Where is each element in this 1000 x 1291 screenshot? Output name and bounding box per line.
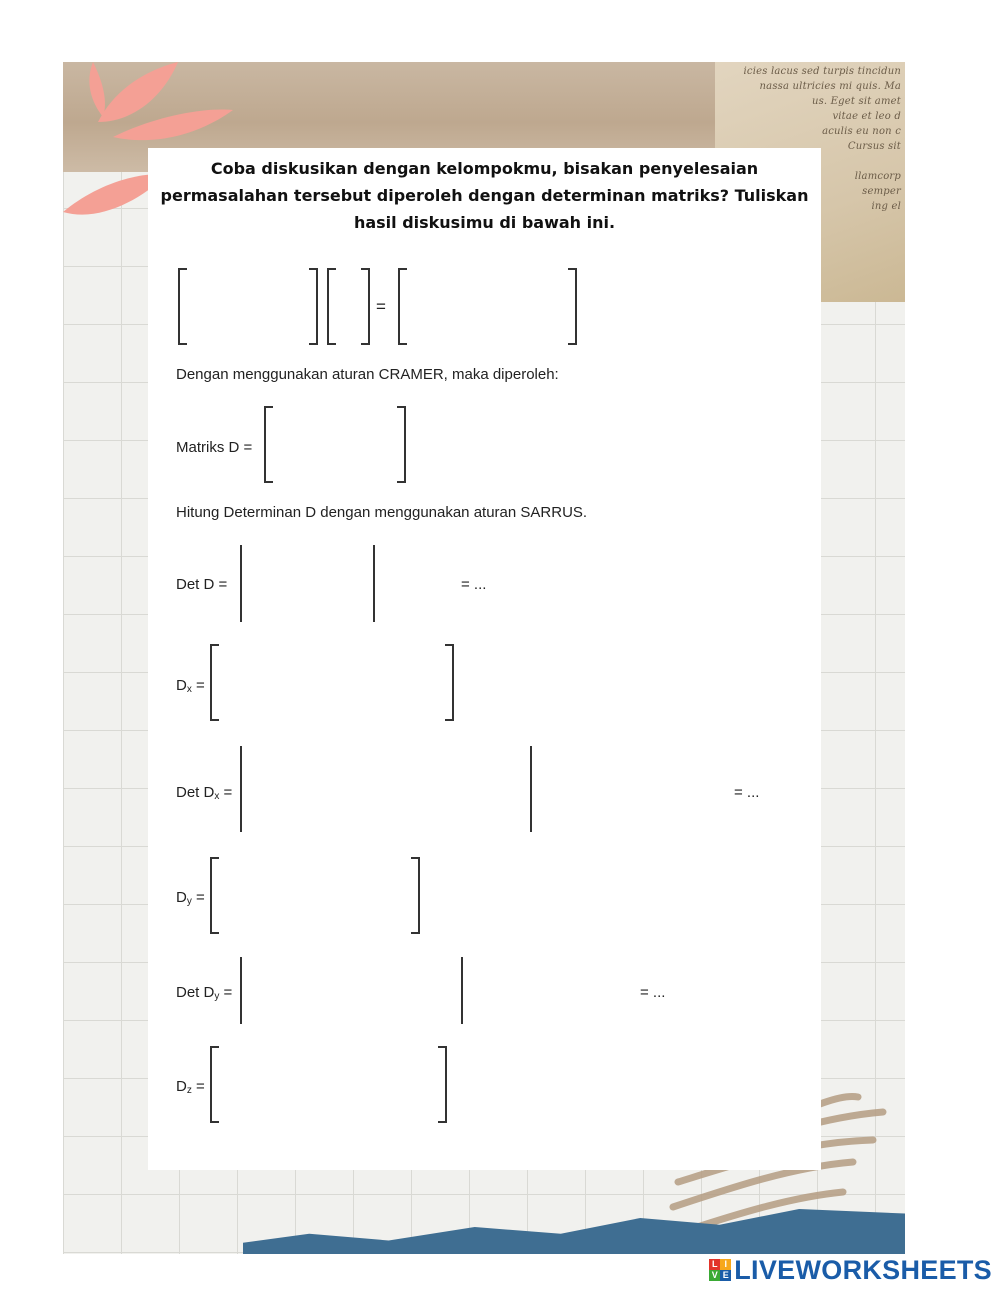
newspaper-line: Cursus sit xyxy=(847,141,901,152)
det-dx-label-suffix: = xyxy=(219,784,233,801)
det-dy-label-base: Det D xyxy=(176,984,215,1001)
equals-sign: = xyxy=(376,297,386,316)
newspaper-line: icies lacus sed turpis tincidun xyxy=(743,66,901,77)
liveworksheets-logo xyxy=(709,1255,992,1285)
matrix-dy-right-bracket xyxy=(411,857,420,934)
det-dx-right-bar xyxy=(530,746,532,832)
det-dy-label xyxy=(176,984,232,1002)
logo-letter: I xyxy=(720,1259,731,1270)
sarrus-instruction: Hitung Determinan D dengan menggunakan aturan SARRUS. xyxy=(176,504,588,521)
det-dx-label-sub: x xyxy=(214,791,220,802)
det-d-right-bar xyxy=(373,545,375,622)
dz-label-base: D xyxy=(176,1078,187,1095)
det-dy-label-suffix: = xyxy=(219,984,233,1001)
det-dy-left-bar xyxy=(240,957,242,1024)
dx-label-base: D xyxy=(176,677,187,694)
det-d-label: Det D = xyxy=(176,576,228,593)
dy-label-sub: y xyxy=(186,896,192,907)
dy-label-suffix: = xyxy=(191,889,205,906)
newspaper-line: nassa ultricies mi quis. Ma xyxy=(759,81,901,92)
dy-label xyxy=(176,889,205,907)
matrix-dx-right-bracket xyxy=(445,644,454,721)
logo-letter: E xyxy=(720,1270,731,1281)
newspaper-line: us. Eget sit amet xyxy=(811,96,901,107)
det-dy-result: = ... xyxy=(640,984,666,1001)
dx-label xyxy=(176,677,205,695)
logo-letter: L xyxy=(709,1259,720,1270)
matrix-d-right-bracket xyxy=(397,406,406,483)
matrix-b-right-bracket xyxy=(568,268,577,345)
newspaper-line: vitae et leo d xyxy=(832,111,901,122)
dz-label-sub: z xyxy=(186,1085,192,1096)
worksheet-title: Coba diskusikan dengan kelompokmu, bisakan penyelesaian permasalahan tersebut diperoleh dengan determinan matriks? Tuliskan hasil diskusimu di bawah ini. xyxy=(160,159,809,232)
cramer-instruction: Dengan menggunakan aturan CRAMER, maka diperoleh: xyxy=(176,366,559,383)
dz-label xyxy=(176,1078,205,1096)
matrix-d-left-bracket xyxy=(264,406,273,483)
dx-label-sub: x xyxy=(186,684,192,695)
det-dx-label-base: Det D xyxy=(176,784,215,801)
logo-letter: V xyxy=(709,1270,720,1281)
dy-label-base: D xyxy=(176,889,187,906)
matrix-x-left-bracket xyxy=(327,268,336,345)
newspaper-line: llamcorp xyxy=(854,171,901,182)
live-logo-icon xyxy=(709,1259,731,1281)
matrix-dz-left-bracket xyxy=(210,1046,219,1123)
det-dx-label xyxy=(176,784,232,802)
matrix-a-right-bracket xyxy=(309,268,318,345)
newspaper-line: ing el xyxy=(871,201,901,212)
newspaper-line: aculis eu non c xyxy=(822,126,901,137)
dx-label-suffix: = xyxy=(191,677,205,694)
det-d-left-bar xyxy=(240,545,242,622)
dz-label-suffix: = xyxy=(191,1078,205,1095)
logo-text: LIVEWORKSHEETS xyxy=(734,1254,992,1285)
matrix-dz-right-bracket xyxy=(438,1046,447,1123)
matrix-dy-left-bracket xyxy=(210,857,219,934)
det-dx-result: = ... xyxy=(734,784,760,801)
matrix-d-label: Matriks D = xyxy=(176,439,253,456)
det-dx-left-bar xyxy=(240,746,242,832)
newspaper-line: semper xyxy=(862,186,901,197)
det-dy-label-sub: y xyxy=(214,991,220,1002)
det-d-result: = ... xyxy=(461,576,487,593)
matrix-dx-left-bracket xyxy=(210,644,219,721)
matrix-x-right-bracket xyxy=(361,268,370,345)
matrix-b-left-bracket xyxy=(398,268,407,345)
matrix-a-left-bracket xyxy=(178,268,187,345)
white-card xyxy=(148,148,821,1170)
det-dy-right-bar xyxy=(461,957,463,1024)
